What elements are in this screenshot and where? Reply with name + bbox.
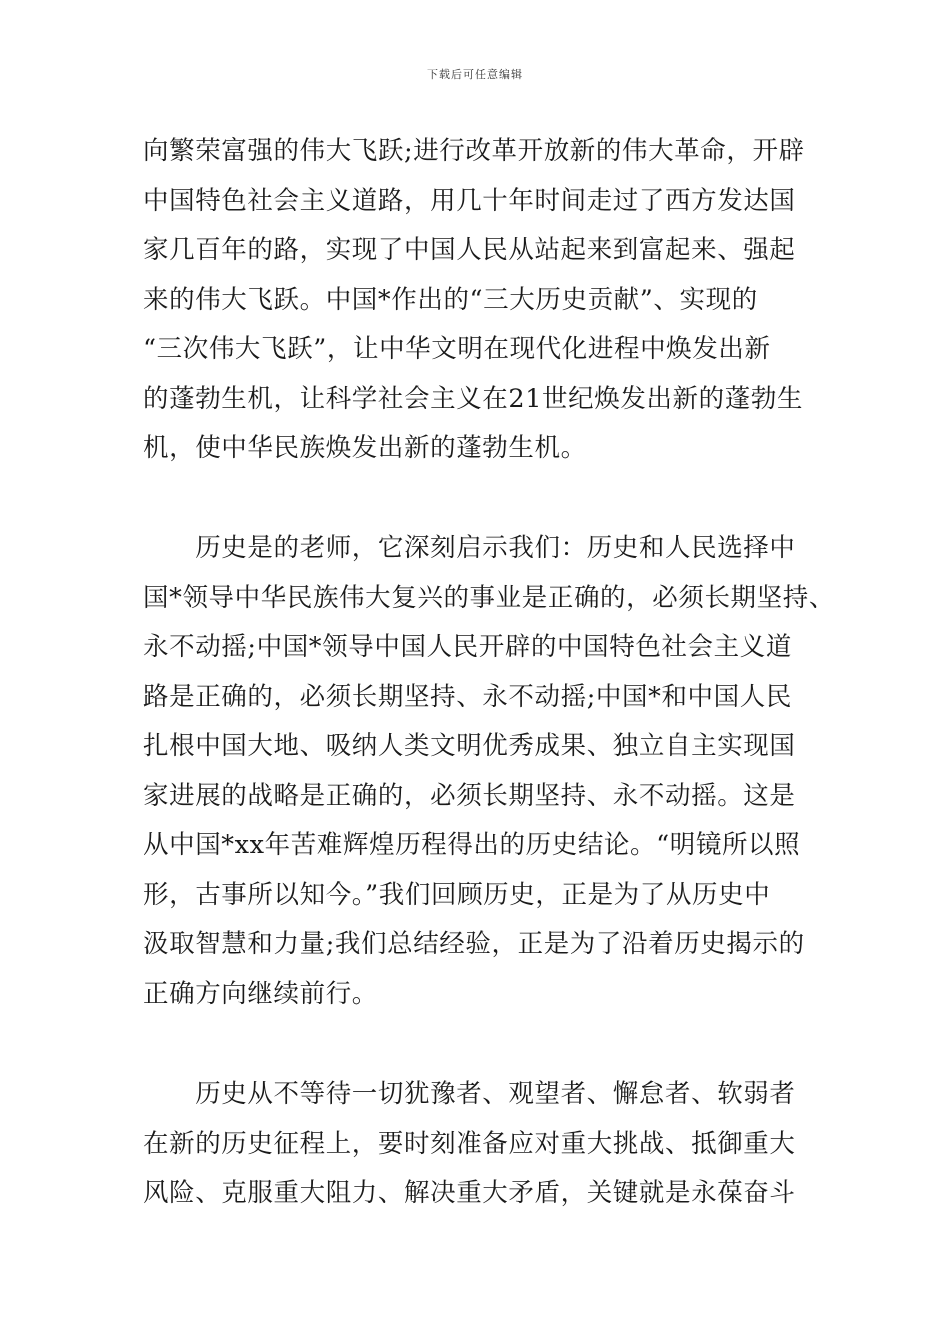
text-line: 风险、克服重大阻力、解决重大矛盾，关键就是永葆奋斗 [143,1178,796,1208]
text-line: 形，古事所以知今。”我们回顾历史，正是为了从历史中 [143,879,771,910]
text-line: 正确方向继续前行。 [143,978,378,1009]
text-line: 向繁荣富强的伟大飞跃;进行改革开放新的伟大革命，开辟 [143,136,805,166]
text-line: 路是正确的，必须长期坚持、永不动摇;中国*和中国人民 [143,681,792,712]
text-line: 的蓬勃生机，让科学社会主义在21世纪焕发出新的蓬勃生 [143,383,804,414]
text-line: 汲取智慧和力量;我们总结经验，正是为了沿着历史揭示的 [143,929,805,959]
paragraph-1 [143,127,815,474]
text-line: 扎根中国大地、吸纳人类文明优秀成果、独立自主实现国 [143,731,796,761]
text-line: 家进展的战略是正确的，必须长期坚持、永不动摇。这是 [143,780,796,811]
text-line: 从中国*xx年苦难辉煌历程得出的历史结论。“明镜所以照 [143,830,801,860]
text-line: 永不动摇;中国*领导中国人民开辟的中国特色社会主义道 [143,632,792,662]
text-line: 国*领导中华民族伟大复兴的事业是正确的，必须长期坚持、 [143,582,835,613]
text-line: 来的伟大飞跃。中国*作出的“三大历史贡献”、实现的 [143,284,758,315]
text-line: 机，使中华民族焕发出新的蓬勃生机。 [143,433,587,463]
text-line: “三次伟大飞跃”，让中华文明在现代化进程中焕发出新 [143,334,771,364]
text-line: 历史是的老师，它深刻启示我们：历史和人民选择中 [143,533,796,563]
paragraph-3 [143,1070,815,1219]
text-line: 在新的历史征程上，要时刻准备应对重大挑战、抵御重大 [143,1128,796,1159]
page-header-note: 下载后可任意编辑 [427,68,523,81]
text-line: 家几百年的路，实现了中国人民从站起来到富起来、强起 [143,235,796,265]
text-line: 中国特色社会主义道路，用几十年时间走过了西方发达国 [143,185,796,216]
paragraph-2 [143,524,835,1019]
text-line: 历史从不等待一切犹豫者、观望者、懈怠者、软弱者 [143,1079,796,1109]
